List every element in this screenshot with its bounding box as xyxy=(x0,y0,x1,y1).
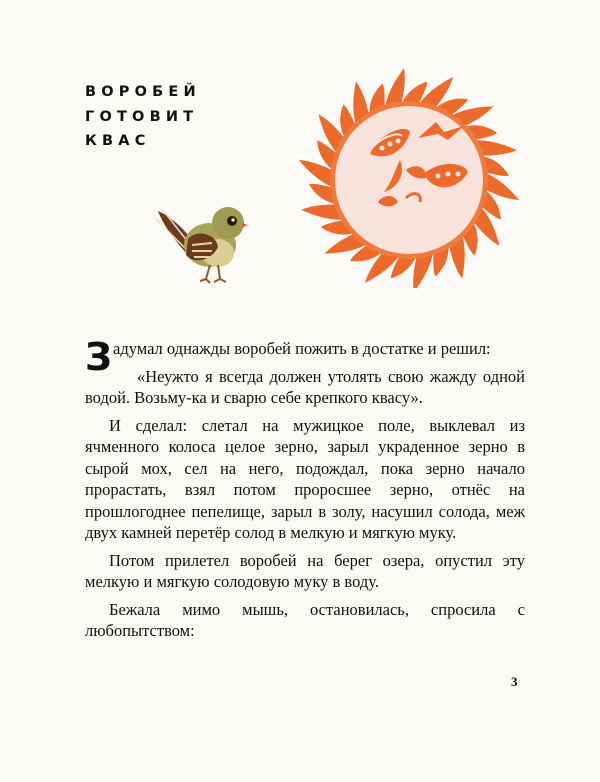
sun-illustration xyxy=(288,62,530,288)
page-number: 3 xyxy=(511,674,518,689)
story-title xyxy=(85,80,201,154)
title-line-1: ВОРОБЕЙ xyxy=(85,84,201,100)
drop-cap: З xyxy=(85,335,111,379)
title-line-3: КВАС xyxy=(85,133,151,149)
sparrow-icon xyxy=(152,193,248,289)
sun-face-icon xyxy=(288,62,530,288)
title-line-2: ГОТОВИТ xyxy=(85,108,199,125)
story-text xyxy=(85,335,525,648)
bird-illustration xyxy=(152,193,248,289)
paragraph-4: Потом прилетел воробей на берег озера, опустил эту мелкую и мягкую солодовую муку в воду. xyxy=(85,550,525,591)
paragraph-3: И сделал: слетал на мужицкое поле, выклевал из ячменного колоса целое зерно, зарыл украденное зерно в сырой мох, сел на него, подождал, пока зерно начало прорастать, взял потом проросшее зерно, отнёс на прошлогоднее пепелище, зарыл в золу, насушил солода, меж двух камней перетёр солод в мелкую и мягкую муку. xyxy=(85,415,525,542)
paragraph-2: «Неужто я всегда должен утолять свою жажду одной водой. Возьму-ка и сварю себе крепкого квасу». xyxy=(85,366,525,407)
paragraph-1-text: адумал однажды воробей пожить в достатке и решил: xyxy=(113,339,491,358)
paragraph-1 xyxy=(85,335,525,379)
paragraph-5: Бежала мимо мышь, остановилась, спросила с любопытством: xyxy=(85,599,525,640)
